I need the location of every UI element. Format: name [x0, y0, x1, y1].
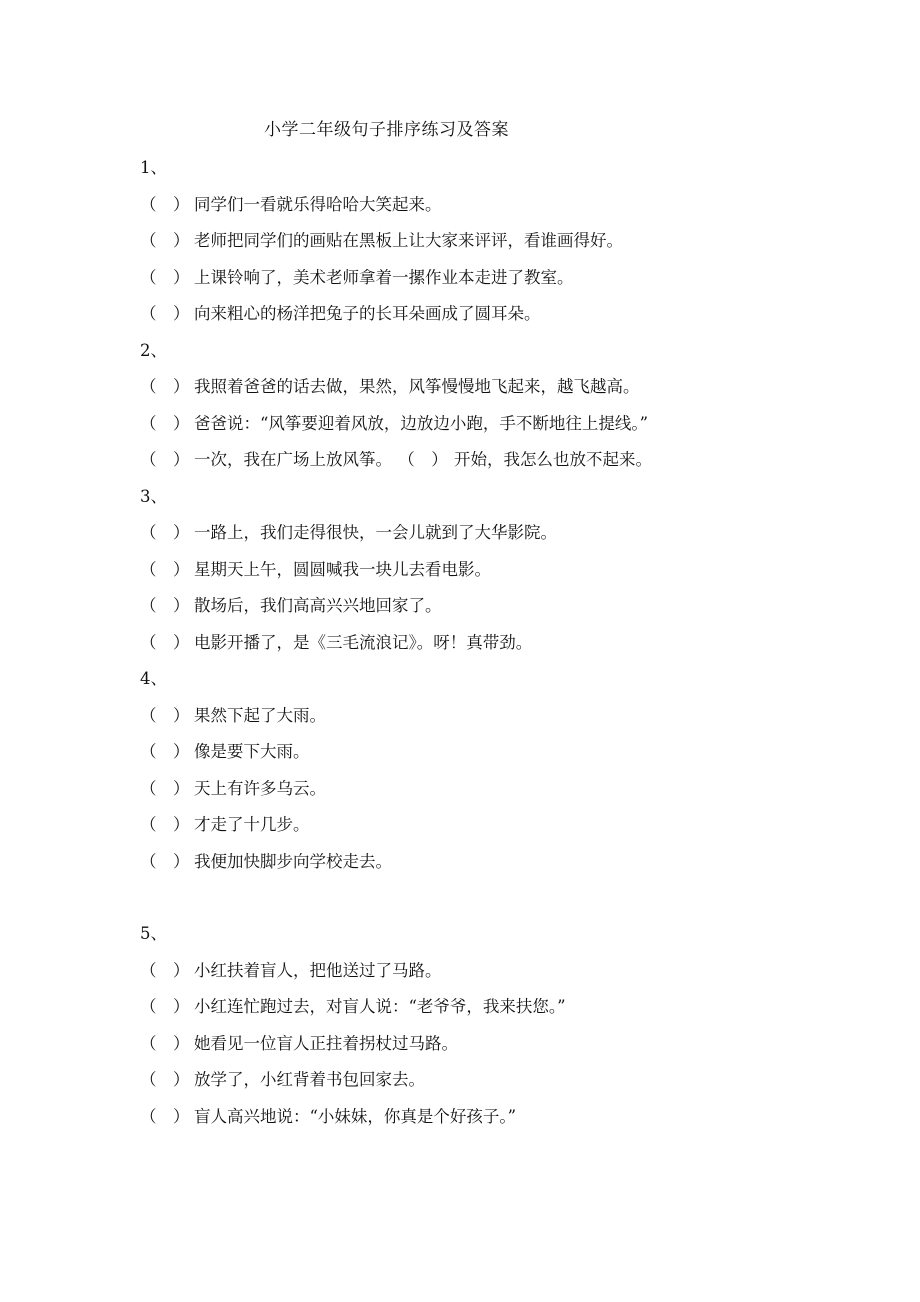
sentence-text: 星期天上午，圆圆喊我一块儿去看电影。 [194, 559, 491, 579]
section-3-number: 3、 [140, 486, 167, 506]
sentence-text: 一路上，我们走得很快，一会儿就到了大华影院。 [194, 523, 557, 542]
section-spacer [140, 886, 840, 922]
section-4-item-5 [140, 850, 840, 887]
section-5-number: 5、 [140, 924, 167, 943]
answer-blank: （ ） [140, 523, 190, 542]
sentence-text: 散场后，我们高高兴兴地回家了。 [194, 596, 442, 615]
sentence-text: 像是要下大雨。 [194, 742, 310, 761]
sentence-text: 同学们一看就乐得哈哈大笑起来。 [194, 194, 442, 214]
section-3-item-2 [140, 558, 840, 595]
answer-blank: （ ） [140, 231, 190, 250]
answer-blank: （ ） [140, 596, 190, 615]
section-4-number: 4、 [140, 669, 167, 688]
answer-blank: （ ） [140, 632, 190, 652]
answer-blank: （ ） [140, 304, 190, 323]
answer-blank: （ ） [140, 1033, 190, 1053]
answer-blank: （ ） [398, 450, 448, 469]
section-4-item-2 [140, 740, 840, 777]
sentence-text: 我照着爸爸的话去做，果然，风筝慢慢地飞起来，越飞越高。 [194, 377, 640, 396]
answer-blank: （ ） [140, 413, 190, 433]
sentence-text: 一次，我在广场上放风筝。 [194, 450, 392, 469]
answer-blank: （ ） [140, 1106, 190, 1126]
section-1-number: 1、 [140, 158, 167, 177]
answer-blank: （ ） [140, 705, 190, 725]
answer-blank: （ ） [140, 778, 190, 798]
sentence-text: 上课铃响了，美术老师拿着一摞作业本走进了教室。 [194, 267, 574, 287]
section-4-item-4 [140, 813, 840, 850]
section-1-item-3 [140, 266, 840, 303]
section-1-item-1 [140, 193, 840, 230]
sentence-text: 天上有许多乌云。 [194, 778, 326, 798]
exercise-content [140, 156, 840, 1141]
section-5-item-3 [140, 1032, 840, 1069]
sentence-text: 开始，我怎么也放不起来。 [454, 450, 652, 469]
sentence-text: 小红连忙跑过去，对盲人说：“老爷爷，我来扶您。” [194, 997, 566, 1016]
section-5-item-5 [140, 1105, 840, 1142]
section-2-item-2 [140, 412, 840, 449]
section-1-item-2 [140, 229, 840, 266]
answer-blank: （ ） [140, 450, 190, 469]
answer-blank: （ ） [140, 377, 190, 396]
section-3-item-3 [140, 594, 840, 631]
answer-blank: （ ） [140, 997, 190, 1016]
answer-blank: （ ） [140, 194, 190, 214]
section-5-item-2 [140, 995, 840, 1032]
section-4-item-1 [140, 704, 840, 741]
sentence-text: 爸爸说：“风筝要迎着风放，边放边小跑，手不断地往上提线。” [194, 413, 649, 433]
sentence-text: 电影开播了，是《三毛流浪记》。呀！真带劲。 [194, 632, 533, 652]
answer-blank: （ ） [140, 267, 190, 287]
answer-blank: （ ） [140, 742, 190, 761]
section-5-item-1 [140, 959, 840, 996]
section-2-item-3 [140, 448, 840, 485]
answer-blank: （ ） [140, 559, 190, 579]
answer-blank: （ ） [140, 851, 190, 871]
section-5-item-4 [140, 1068, 840, 1105]
sentence-text: 向来粗心的杨洋把兔子的长耳朵画成了圆耳朵。 [194, 304, 541, 323]
section-1-item-4 [140, 302, 840, 339]
sentence-text: 果然下起了大雨。 [194, 705, 326, 725]
sentence-text: 放学了，小红背着书包回家去。 [194, 1070, 425, 1089]
sentence-text: 我便加快脚步向学校走去。 [194, 851, 392, 871]
sentence-text: 她看见一位盲人正拄着拐杖过马路。 [194, 1033, 458, 1053]
sentence-text: 老师把同学们的画贴在黑板上让大家来评评，看谁画得好。 [194, 231, 623, 250]
section-2-item-1 [140, 375, 840, 412]
page-title: 小学二年级句子排序练习及答案 [264, 120, 509, 140]
section-4-item-3 [140, 777, 840, 814]
sentence-text: 小红扶着盲人，把他送过了马路。 [194, 960, 442, 980]
answer-blank: （ ） [140, 1070, 190, 1089]
section-3-item-4 [140, 631, 840, 668]
section-3-item-1 [140, 521, 840, 558]
answer-blank: （ ） [140, 960, 190, 980]
answer-blank: （ ） [140, 815, 190, 834]
sentence-text: 才走了十几步。 [194, 815, 310, 834]
sentence-text: 盲人高兴地说：“小妹妹，你真是个好孩子。” [194, 1106, 517, 1126]
section-2-number: 2、 [140, 340, 167, 360]
